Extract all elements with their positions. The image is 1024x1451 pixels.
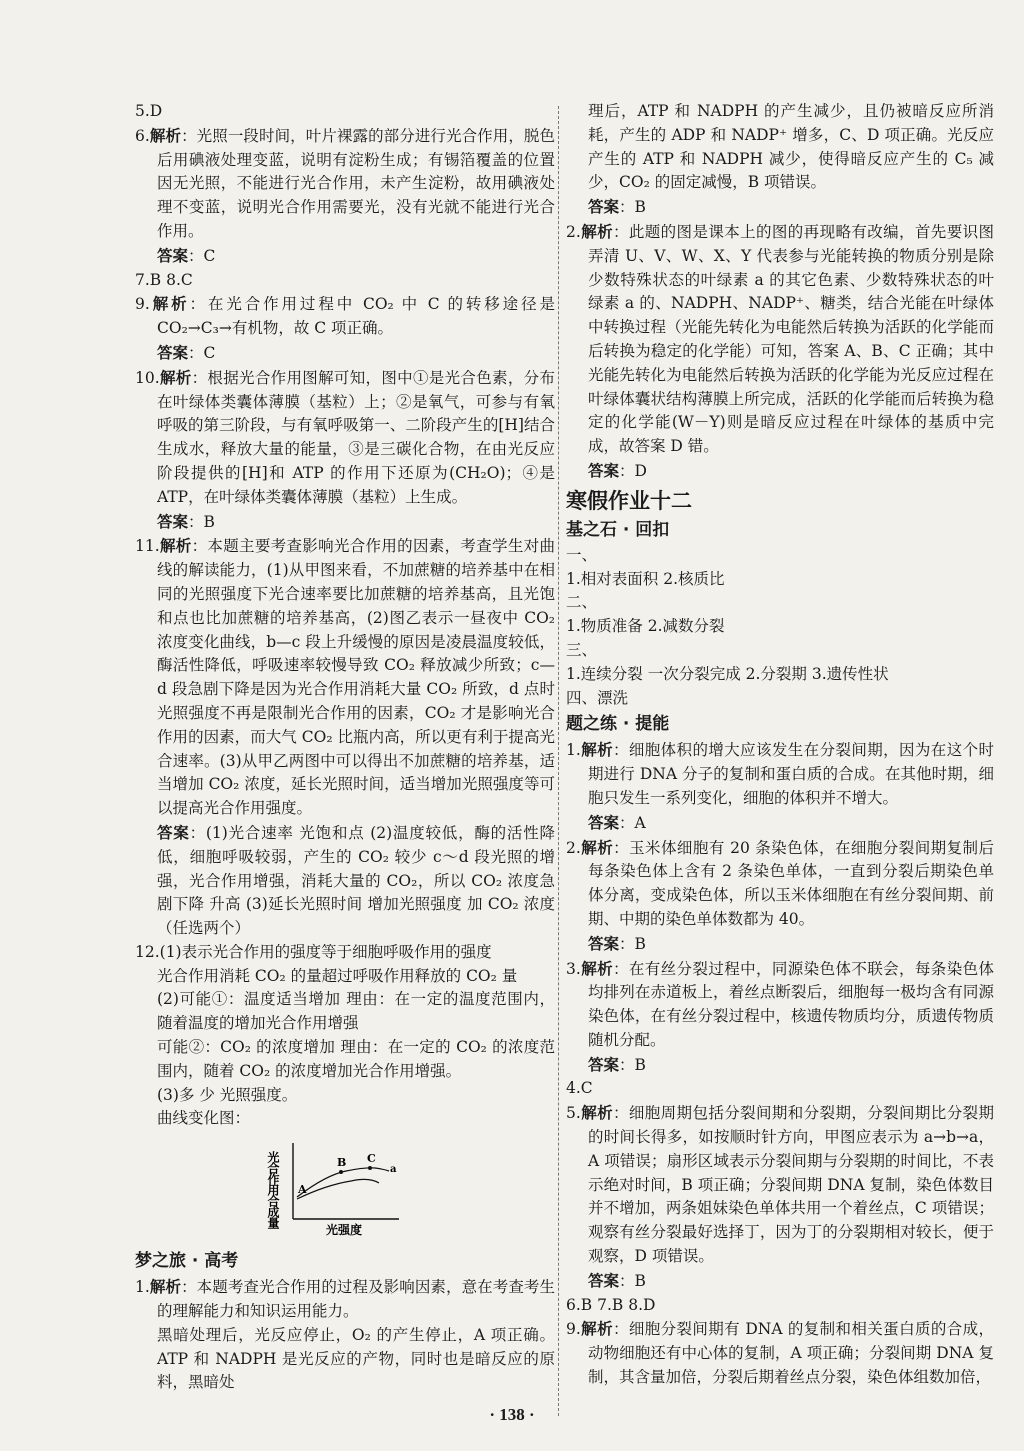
answer-p6-8: 6.B 7.B 8.D [566, 1295, 656, 1314]
answer-p3: 答案：B [588, 1054, 646, 1074]
answer-q6: 答案：C [157, 245, 216, 265]
review-item: 四、漂洗 [566, 688, 629, 707]
answer-q12-line1: 12.(1)表示光合作用的强度等于细胞呼吸作用的强度 [135, 942, 492, 961]
section-heading-dream: 梦之旅 · 高考 [135, 1251, 239, 1272]
review-item: 二、 [566, 593, 598, 612]
explanation-g1-cont: 黑暗处理后，光反应停止，O₂ 的产生停止，A 项正确。ATP 和 NADPH 是光反应的产物，同时也是暗反应的原料，黑暗处 [157, 1325, 555, 1392]
answer-p1: 答案：A [588, 812, 646, 832]
explanation-p5: 5.解析：细胞周期包括分裂间期和分裂期，分裂间期比分裂期的时间长得多，如按顺时针方向，甲图应表示为 a→b→a，A 项错误；扇形区域表示分裂间期与分裂期的时间比，不表示绝对时间，B 项正确；分裂间期 DNA 复制，染色体数目并不增加，两条姐妹染色单体共用一个着丝点，C 项错误；观察有丝分裂最好选择丁，因为丁的分裂期相对较长，便于观察，D 项错误。 [566, 1103, 994, 1266]
answer-q9: 答案：C [157, 342, 216, 362]
chart-ylabel: 光合作用合成量 [266, 1151, 280, 1229]
chart-label-curve-a: a [390, 1164, 397, 1176]
explanation-q9: 9.解析：在光合作用过程中 CO₂ 中 C 的转移途径是 CO₂→C₃→有机物，故 C 项正确。 [135, 294, 555, 338]
chart-point-c [368, 1166, 372, 1170]
chart-label-a-upper: A [298, 1183, 307, 1197]
explanation-p9: 9.解析：细胞分裂间期有 DNA 的复制和相关蛋白质的合成，动物细胞还有中心体的复制，A 项正确；分裂间期 DNA 复制，其含量加倍，分裂后期着丝点分裂，染色体组数加倍， [566, 1319, 994, 1387]
explanation-q11: 11.解析：本题主要考查影响光合作用的因素，考查学生对曲线的解读能力，(1)从甲图来看，不加蔗糖的培养基中在相同的光照强度下光合速率要比加蔗糖的培养基高，且光饱和点也比加蔗糖的培养基高，(2)图乙表示一昼夜中 CO₂ 浓度变化曲线，b—c 段上升缓慢的原因是凌晨温度较低，酶活性降低，呼吸速率较慢导致 CO₂ 释放减少所致；c—d 段急剧下降是因为光合作用消耗大量 CO₂ 所致，d 点时光照强度不再是限制光合作用的因素，CO₂ 才是影响光合作用的因素，而大气 CO₂ 比瓶内高，所以更有利于提高光合速率。(3)从甲乙两图中可以得出不加蔗糖的培养基，适当增加 CO₂ 浓度，延长光照时间，适当增加光照强度等可以提高光合作用强度。 [135, 536, 555, 818]
review-item: 一、 [566, 545, 598, 564]
answer-q11: 答案：(1)光合速率 光饱和点 (2)温度较低，酶的活性降低，细胞呼吸较弱，产生的 CO₂ 较少 c～d 段光照的增强，光合作用增强，消耗大量的 CO₂，所以 CO₂ 浓度急剧下降 升高 (3)延长光照时间 增加光照强度 加 CO₂ 浓度（任选两个） [157, 822, 555, 938]
chart-label-c: C [367, 1152, 376, 1166]
answer-p2: 答案：B [588, 933, 646, 953]
explanation-p2: 2.解析：玉米体细胞有 20 条染色体，在细胞分裂间期复制后每条染色体上含有 2 条染色单体，一直到分裂后期染色单体分离，变成染色体，所以玉米体细胞在有丝分裂间期、前期、中期的染色单体数都为 40。 [566, 837, 994, 928]
chart-curve-lower [297, 1180, 379, 1200]
review-item: 三、 [566, 640, 598, 659]
chart-point-b [339, 1170, 343, 1174]
chart-label-b: B [337, 1156, 347, 1170]
page-section-title: 寒假作业十二 [566, 488, 692, 513]
column-divider [558, 106, 559, 1416]
section-heading-base: 基之石 · 回扣 [566, 519, 670, 540]
answer-q12-line6: 曲线变化图： [157, 1109, 251, 1128]
explanation-g1-cont2: 理后，ATP 和 NADPH 的产生减少，且仍被暗反应所消耗，产生的 ADP 和 NADP⁺ 增多，C、D 项正确。光反应产生的 ATP 和 NADPH 减少，使得暗反应产生的 C₅ 减少，CO₂ 的固定减慢，B 项错误。 [588, 102, 994, 192]
review-item: 1.连续分裂 一次分裂完成 2.分裂期 3.遗传性状 [566, 664, 889, 683]
answer-q7-8: 7.B 8.C [135, 270, 193, 289]
answer-q12-line5: (3)多 少 光照强度。 [157, 1085, 298, 1104]
explanation-q6: 6.解析：光照一段时间，叶片裸露的部分进行光合作用，脱色后用碘液处理变蓝，说明有淀粉生成；有锡箔覆盖的位置因无光照，不能进行光合作用，未产生淀粉，故用碘液处理不变蓝，说明光合作用需要光，没有光就不能进行光合作用。 [135, 125, 555, 240]
left-column [135, 100, 555, 1395]
explanation-p3: 3.解析：在有丝分裂过程中，同源染色体不联会，每条染色体均排列在赤道板上，着丝点断裂后，细胞每一极均含有同源染色体，在有丝分裂过程中，核遗传物质均分，质遗传物质随机分配。 [566, 958, 994, 1049]
answer-q10: 答案：B [157, 511, 215, 531]
page-number: · 138 · [489, 1405, 535, 1424]
answer-q12-line4: 可能②：CO₂ 的浓度增加 理由：在一定的 CO₂ 的浓度范围内，随着 CO₂ 的浓度增加光合作用增强。 [157, 1038, 555, 1080]
explanation-p1: 1.解析：细胞体积的增大应该发生在分裂间期，因为在这个时期进行 DNA 分子的复制和蛋白质的合成。在其他时期，细胞只发生一系列变化，细胞的体积并不增大。 [566, 740, 994, 807]
answer-p4: 4.C [566, 1079, 593, 1098]
review-item: 1.物质准备 2.减数分裂 [566, 617, 725, 636]
answer-q12-line3: (2)可能①：温度适当增加 理由：在一定的温度范围内，随着温度的增加光合作用增强 [157, 990, 555, 1033]
answer-g1: 答案：B [588, 197, 646, 217]
answer-g2: 答案：D [588, 460, 647, 480]
answer-q12-line2: 光合作用消耗 CO₂ 的量超过呼吸作用释放的 CO₂ 量 [157, 966, 518, 985]
answer-p5: 答案：B [588, 1270, 646, 1290]
answer-q5: 5.D [135, 102, 163, 120]
explanation-g2: 2.解析：此题的图是课本上的图的再现略有改编，首先要识图弄清 U、V、W、X、Y 代表参与光能转换的物质分别是除少数特殊状态的叶绿素 a 的其它色素、少数特殊状态的叶绿素 a 的、NADPH、NADP⁺、糖类，结合光能在叶绿体中转换过程（光能先转化为电能然后转换为活跃的化学能而后转换为稳定的化学能）可知，答案 A、B、C 正确；其中光能先转化为电能然后转换为活跃的化学能为光反应过程在叶绿体囊状结构薄膜上所完成，活跃的化学能而后转换为稳定的化学能(W－Y)则是暗反应过程在叶绿体的基质中完成，故答案 D 错。 [566, 221, 994, 456]
review-item: 1.相对表面积 2.核质比 [566, 569, 725, 588]
photosynthesis-curve-figure [266, 1137, 421, 1238]
explanation-g1: 1.解析：本题考查光合作用的过程及影响因素，意在考查考生的理解能力和知识运用能力。 [135, 1277, 555, 1321]
chart-xlabel: 光强度 [326, 1223, 363, 1238]
section-heading-practice: 题之练 · 提能 [566, 714, 670, 735]
explanation-q10: 10.解析：根据光合作用图解可知，图中①是光合色素，分布在叶绿体类囊体薄膜（基粒）上；②是氧气，可参与有氧呼吸的第三阶段，与有氧呼吸第一、二阶段产生的[H]结合生成水，释放大量的能量，③是三碳化合物，在由光反应阶段提供的[H]和 ATP 的作用下还原为(CH₂O)；④是 ATP，在叶绿体类囊体薄膜（基粒）上生成。 [135, 367, 555, 506]
right-column [566, 100, 994, 1390]
